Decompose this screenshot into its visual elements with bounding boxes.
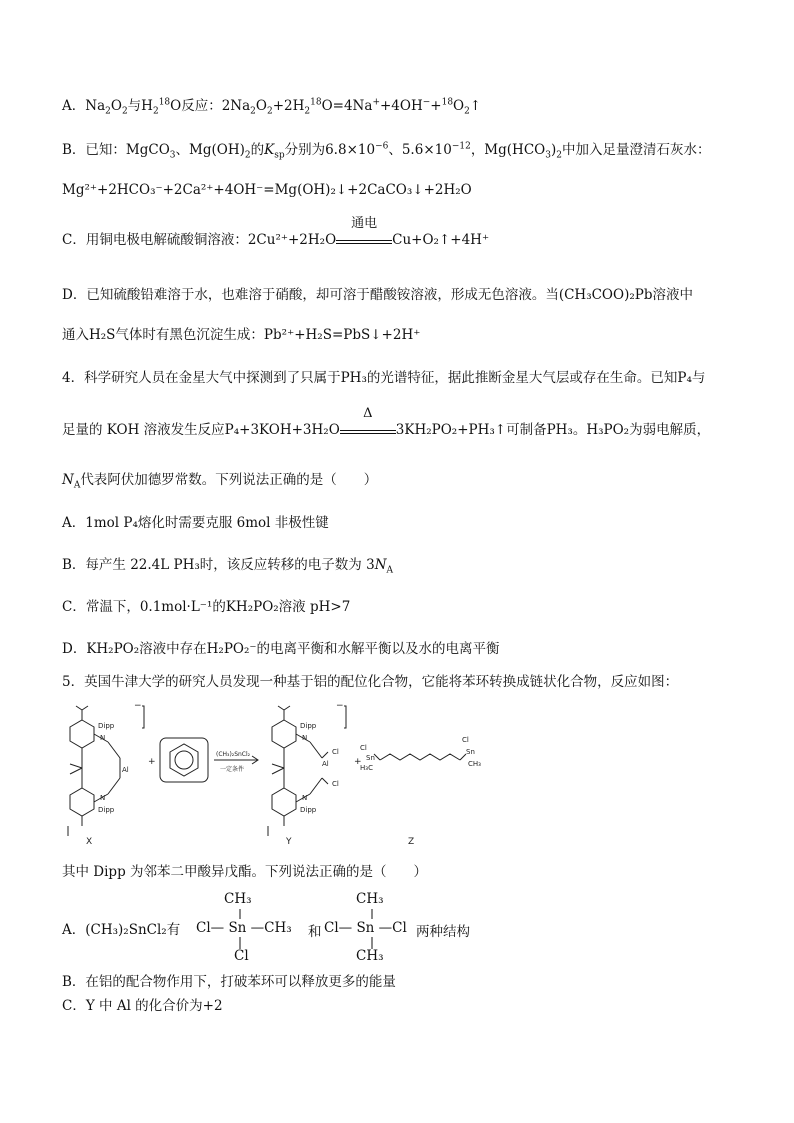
struct2-top: CH₃ — [356, 891, 384, 907]
svg-text:Dipp: Dipp — [300, 722, 317, 730]
reagent-label: (CH₃)₂SnCl₂ — [216, 751, 251, 758]
condition-arrow: 通电 — [336, 232, 392, 244]
al-label-x: Al — [122, 766, 129, 774]
svg-text:Sn: Sn — [466, 748, 475, 756]
svg-text:N: N — [100, 734, 106, 742]
dipp-label: Dipp — [98, 722, 115, 730]
option-b-line-2: Mg²⁺+2HCO₃⁻+2Ca²⁺+4OH⁻=Mg(OH)₂↓+2CaCO₃↓+2H₂O — [62, 182, 472, 198]
q4-stem-line-1: 4．科学研究人员在金星大气中探测到了只属于PH₃的光谱特征，据此推断金星大气层或存在生命。已知P₄与 — [62, 370, 706, 386]
svg-text:N: N — [302, 794, 308, 802]
bond-lines-1 — [236, 905, 246, 953]
struct2-bot: CH₃ — [356, 948, 384, 964]
benzene-ring — [160, 738, 208, 782]
q4-option-a: A．1mol P₄熔化时需要克服 6mol 非极性键 — [62, 515, 329, 531]
option-d-line-2: 通入H₂S气体时有黑色沉淀生成：Pb²⁺+H₂S=PbS↓+2H⁺ — [62, 327, 421, 343]
svg-text:Cl: Cl — [462, 736, 469, 744]
q5-note: 其中 Dipp 为邻苯二甲酸异戊酯。下列说法正确的是（ ） — [62, 864, 428, 880]
svg-text:Dipp: Dipp — [98, 806, 115, 814]
charge-x: − — [134, 701, 142, 711]
svg-text:Dipp: Dipp — [300, 806, 317, 814]
svg-text:N: N — [302, 734, 308, 742]
svg-text:Cl: Cl — [332, 748, 339, 756]
struct1-bot: Cl — [234, 948, 249, 964]
svg-text:+: + — [148, 757, 156, 767]
struct1-top: CH₃ — [224, 891, 252, 907]
struct1-mid: Cl— Sn —CH₃ — [196, 920, 292, 936]
option-c-line: C．用铜电极电解硫酸铜溶液：2Cu²⁺+2H₂O 通电 Cu+O₂↑+4H⁺ — [62, 216, 490, 248]
q4-option-d: D．KH₂PO₂溶液中存在H₂PO₂⁻的电离平衡和水解平衡以及水的电离平衡 — [62, 641, 500, 657]
q5-option-c: C．Y 中 Al 的化合价为+2 — [62, 998, 223, 1014]
svg-text:H₃C: H₃C — [360, 764, 373, 772]
svg-text:N: N — [100, 794, 106, 802]
q4-stem-line-3: $N_A$代表阿伏加德罗常数。下列说法正确的是（ ） — [62, 472, 378, 491]
struct2-mid: Cl— Sn —Cl — [324, 920, 407, 936]
svg-text:Cl: Cl — [360, 744, 367, 752]
q4-option-b: B．每产生 22.4L PH₃时，该反应转移的电子数为 $3N_A$ — [62, 557, 393, 576]
condition-label: 一定条件 — [220, 766, 245, 773]
q5-option-b: B．在铝的配合物作用下，打破苯环可以释放更多的能量 — [62, 974, 396, 990]
option-label: A． — [62, 98, 86, 114]
al-label-y: Al — [322, 760, 329, 768]
svg-text:+: + — [354, 757, 362, 767]
reaction-scheme-figure — [62, 698, 482, 858]
label-z: Z — [408, 837, 415, 847]
q4-stem-line-2: 足量的 KOH 溶液发生反应P₄+3KOH+3H₂O Δ 3KH₂PO₂+PH₃↑可制备PH₃。H₃PO₂为弱电解质， — [62, 406, 711, 438]
heat-arrow: Δ — [340, 422, 396, 434]
option-d-line-1: D．已知硫酸铅难溶于水，也难溶于硝酸，却可溶于醋酸铵溶液，形成无色溶液。当(CH₃COO)₂Pb溶液中 — [62, 287, 693, 303]
svg-text:CH₃: CH₃ — [468, 760, 481, 768]
bond-lines-2 — [368, 905, 378, 953]
q4-option-c: C．常温下，0.1mol·L⁻¹的KH₂PO₂溶液 pH>7 — [62, 599, 351, 615]
q5-stem: 5．英国牛津大学的研究人员发现一种基于铝的配位化合物，它能将苯环转换成链状化合物，反应如图： — [62, 674, 679, 690]
compound-z-structure — [374, 754, 466, 760]
q5-option-a-prefix: A．(CH₃)₂SnCl₂有 — [62, 922, 181, 938]
q5-option-a-suffix: 两种结构 — [416, 924, 470, 940]
svg-text:Sn: Sn — [366, 754, 375, 762]
svg-text:Cl: Cl — [332, 780, 339, 788]
label-y: Y — [286, 837, 292, 847]
label-x: X — [86, 837, 93, 847]
charge-y: − — [336, 701, 344, 711]
option-a-line: A．$Na_2O_2$与$H_2^{18}O$反应：$2Na_2O_2+2H_2^{18}O=4Na^++4OH^-+^{18}O_2↑$ — [62, 97, 482, 117]
option-b-line-1: B．已知：MgCO$_3$、$Mg(OH)_2$的$K_{sp}$分别为$6.8\times 10^{-6}$、$5.6\times 10^{-12}$，$Mg(HCO_3)_2$中加入足量澄清石灰水： — [62, 141, 711, 161]
struct-and: 和 — [308, 924, 322, 940]
